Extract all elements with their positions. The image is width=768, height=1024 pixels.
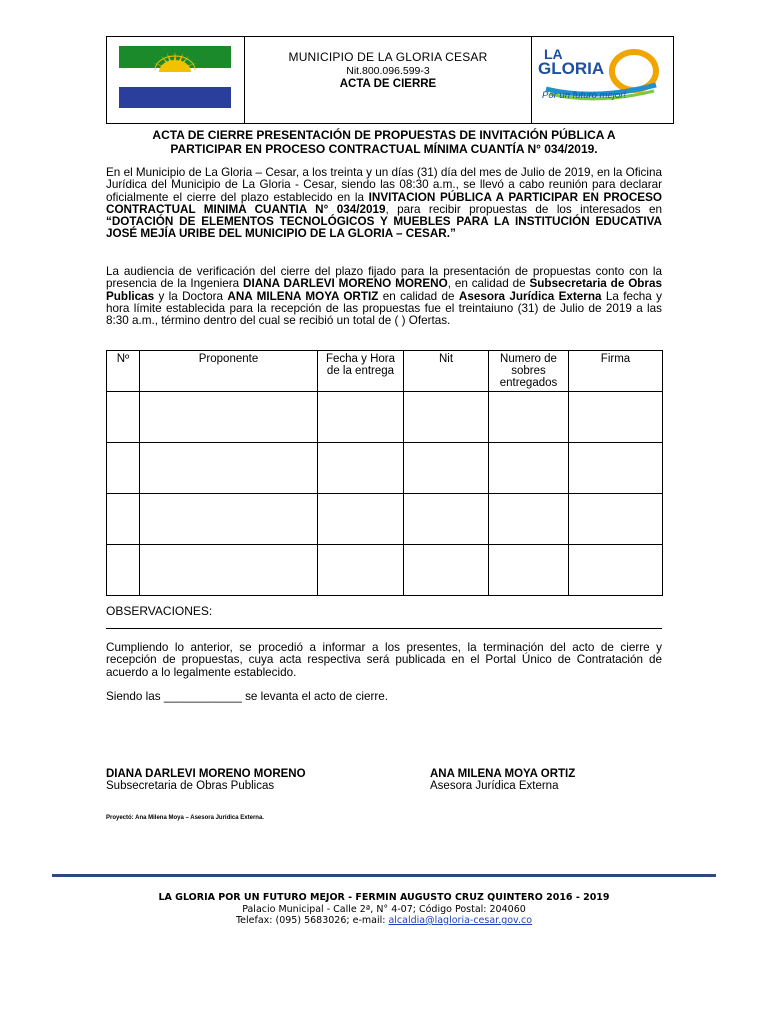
signature-block-2 — [430, 768, 575, 792]
advisor-role: Asesora Jurídica Externa — [458, 289, 602, 303]
logo-cell — [531, 37, 673, 123]
table-cell — [318, 392, 404, 443]
logo-text-la: LA — [544, 46, 563, 62]
closing-paragraph: Cumpliendo lo anterior, se procedió a informar a los presentes, la terminación del acto de cierre y recepción de propuestas, cuya acta respectiva será publicada en el Portal Único de Contratación de acuerdo a lo legalmente establecido. — [106, 641, 662, 679]
email-link[interactable]: alcaldia@lagloria-cesar.gov.co — [388, 915, 533, 926]
document-type: ACTA DE CIERRE — [339, 78, 437, 90]
table-row — [107, 443, 663, 494]
closing-time-line: Siendo las ____________ se levanta el acto de cierre. — [106, 690, 389, 703]
hearing-paragraph — [106, 266, 662, 327]
signer-role: Subsecretaria de Obras Publicas — [106, 780, 275, 792]
table-cell — [107, 392, 140, 443]
nit-number: Nit.800.096.599-3 — [346, 65, 430, 77]
advisor-name: ANA MILENA MOYA ORTIZ — [227, 289, 379, 303]
proposals-table — [106, 350, 663, 596]
document-title — [106, 128, 662, 156]
footer-telefax: Telefax: (095) 5683026; e-mail: — [235, 915, 389, 926]
table-cell — [318, 494, 404, 545]
table-cell — [140, 392, 318, 443]
title-line-1: ACTA DE CIERRE PRESENTACIÓN DE PROPUESTAS DE INVITACIÓN PÚBLICA A — [152, 128, 616, 142]
col-header-delivery-date: Fecha y Hora de la entrega — [318, 351, 404, 392]
table-cell — [569, 392, 663, 443]
table-cell — [404, 392, 489, 443]
footer-address: Palacio Municipal - Calle 2ª, N° 4-07; Código Postal: 204060 — [242, 904, 526, 915]
table-row — [107, 392, 663, 443]
title-line-2: PARTICIPAR EN PROCESO CONTRACTUAL MÍNIMA CUANTÍA N° 034/2019. — [170, 142, 598, 156]
col-header-signature: Firma — [569, 351, 663, 392]
logo-text-gloria: GLORIA — [538, 59, 605, 78]
table-cell — [140, 494, 318, 545]
footer-contact — [52, 915, 716, 926]
table-cell — [489, 494, 569, 545]
intro-paragraph — [106, 167, 662, 241]
municipal-flag-icon — [119, 46, 231, 108]
observations-label: OBSERVACIONES: — [106, 604, 213, 618]
table-cell — [140, 545, 318, 596]
table-row — [107, 545, 663, 596]
signer-role: Asesora Jurídica Externa — [430, 780, 559, 792]
footer-rule — [52, 874, 716, 877]
header-text — [245, 37, 531, 123]
invitation-reference: INVITACION PÚBLICA A PARTICIPAR EN PROCESO CONTRACTUAL MINIMA CUANTIA N° 034/2019 — [106, 190, 662, 216]
municipality-name: MUNICIPIO DE LA GLORIA CESAR — [288, 50, 488, 64]
projected-by: Proyectó: Ana Milena Moya – Asesora Jurídica Externa. — [106, 815, 264, 821]
table-cell — [107, 443, 140, 494]
col-header-proponent: Proponente — [140, 351, 318, 392]
hearing-text-1: La audiencia de verificación del cierre del plazo fijado para la presentación de propuestas conto con la presencia de la Ingeniera — [106, 265, 662, 291]
table-cell — [404, 494, 489, 545]
signature-block-1 — [106, 768, 306, 792]
signer-name: DIANA DARLEVI MORENO MORENO — [106, 768, 306, 780]
flag-cell — [107, 37, 245, 123]
footer-slogan: LA GLORIA POR UN FUTURO MEJOR - FERMIN AUGUSTO CRUZ QUINTERO 2016 - 2019 — [158, 892, 610, 903]
col-header-nit: Nit — [404, 351, 489, 392]
table-cell — [404, 443, 489, 494]
col-header-number: Nº — [107, 351, 140, 392]
table-cell — [569, 443, 663, 494]
table-cell — [318, 443, 404, 494]
observations-line — [106, 628, 662, 629]
intro-text-1: En el Municipio de La Gloria – Cesar, a los treinta y un días (31) día del mes de Julio de 2019, en la Oficina Jurídica del Municipio de La Gloria - Cesar, siendo las 08:30 a.m., se llevó a cabo reunión para declarar oficialmente el cierre del plazo establecido en la — [106, 166, 662, 204]
table-cell — [569, 494, 663, 545]
table-row — [107, 494, 663, 545]
contract-object: “DOTACIÓN DE ELEMENTOS TECNOLÓGICOS Y MUEBLES PARA LA INSTITUCIÓN EDUCATIVA JOSÉ MEJÍA URIBE DEL MUNICIPIO DE LA GLORIA – CESAR.” — [106, 215, 662, 241]
table-cell — [318, 545, 404, 596]
hearing-text-4: en calidad de — [378, 289, 459, 303]
hearing-text-2: , en calidad de — [447, 277, 530, 291]
document-header — [106, 36, 674, 124]
table-cell — [107, 545, 140, 596]
signer-name: ANA MILENA MOYA ORTIZ — [430, 768, 576, 780]
table-cell — [107, 494, 140, 545]
table-cell — [489, 545, 569, 596]
hearing-text-5: La fecha y hora límite establecida para la recepción de las propuestas fue el treintaiuno (31) de Julio de 2019 a las 8:30 a.m., término dentro del cual se recibió un total de ( ) Ofertas. — [106, 289, 663, 328]
table-cell — [569, 545, 663, 596]
table-cell — [489, 443, 569, 494]
logo-tagline: Por un futuro mejor! — [542, 90, 626, 101]
col-header-envelopes: Numero de sobres entregados — [489, 351, 569, 392]
table-cell — [404, 545, 489, 596]
engineer-name: DIANA DARLEVI MORENO MORENO — [243, 277, 448, 291]
table-cell — [489, 392, 569, 443]
table-cell — [140, 443, 318, 494]
hearing-text-3: y la Doctora — [154, 289, 228, 303]
intro-text-2: , para recibir propuestas de los interesados en — [385, 202, 663, 216]
table-header-row — [107, 351, 663, 392]
engineer-role: Subsecretaria de Obras Publicas — [106, 277, 662, 303]
